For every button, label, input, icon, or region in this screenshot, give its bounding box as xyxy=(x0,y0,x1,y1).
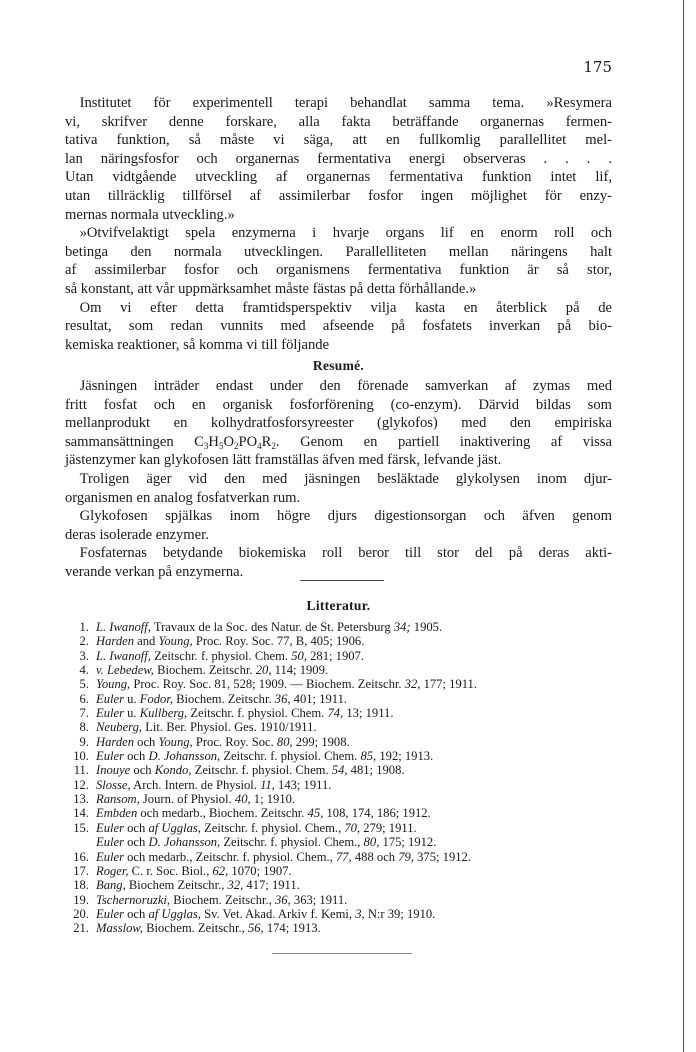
reference-item xyxy=(65,864,625,878)
reference-author-or-volume: Euler xyxy=(96,906,124,921)
resume-text xyxy=(65,377,612,582)
text-line: af assimilerbar fosfor och organismens fermentativa funktion är så stor, xyxy=(65,262,612,279)
reference-text xyxy=(96,864,292,878)
reference-item xyxy=(65,835,625,849)
literature-heading-wrap xyxy=(65,597,612,617)
reference-text xyxy=(96,907,435,921)
reference-text xyxy=(96,792,295,806)
reference-segment: och xyxy=(123,820,149,835)
reference-author-or-volume: L. Iwanoff xyxy=(96,648,148,663)
reference-text xyxy=(96,706,393,720)
text-line: resultat, som redan vunnits med afseende på fosfatets inverkan på bio- xyxy=(65,318,612,335)
reference-author-or-volume: 32, xyxy=(227,878,244,893)
reference-segment: 299; 1908. xyxy=(292,734,350,749)
reference-segment: 174; 1913. xyxy=(263,921,321,936)
reference-author-or-volume: Harden xyxy=(96,734,135,749)
text-line: verande verkan på enzymerna. xyxy=(65,563,244,580)
reference-author-or-volume: 36, xyxy=(274,691,291,706)
reference-segment: Biochem. Zeitschr. xyxy=(172,691,275,706)
reference-author-or-volume: af Ugglas, xyxy=(148,906,201,921)
reference-item xyxy=(65,692,625,706)
reference-author-or-volume: 80, xyxy=(276,734,293,749)
end-divider xyxy=(272,953,412,954)
page-edge-line xyxy=(683,0,684,1052)
reference-author-or-volume: Euler xyxy=(96,820,124,835)
reference-number: 3. xyxy=(79,648,89,663)
reference-segment: Biochem. Zeitschr., xyxy=(170,892,275,907)
reference-segment: Zeitschr. f. physiol. Chem. xyxy=(191,763,332,778)
reference-segment: 1905. xyxy=(410,620,443,634)
body-text-top xyxy=(65,94,612,354)
reference-author-or-volume: Young, xyxy=(158,734,193,749)
reference-text xyxy=(96,806,431,820)
reference-item xyxy=(65,663,625,677)
resume-heading: Resumé. xyxy=(312,358,365,373)
reference-author-or-volume: 32, xyxy=(404,677,421,692)
reference-author-or-volume: Roger, xyxy=(96,863,129,878)
reference-author-or-volume: 36, xyxy=(275,892,291,907)
reference-author-or-volume: Euler xyxy=(96,706,124,721)
reference-text xyxy=(96,893,347,907)
reference-segment: 279; 1911. xyxy=(360,820,417,835)
reference-author-or-volume: v. Lebedew, xyxy=(96,663,154,678)
reference-segment: Proc. Roy. Soc. 77, B, 405; 1906. xyxy=(192,634,365,649)
reference-number: 21. xyxy=(73,921,89,936)
text-line: så konstant, att vår uppmärksamhet måste fästas på detta förhållande.» xyxy=(65,280,477,297)
reference-author-or-volume: 74, xyxy=(327,706,344,721)
text-line: mernas normala utveckling.» xyxy=(65,206,235,223)
reference-text xyxy=(96,720,317,734)
reference-author-or-volume: D. Johansson, xyxy=(148,749,221,764)
text-line: lan näringsfosfor och organernas fermentativa energi observeras . . . . xyxy=(65,150,612,167)
reference-author-or-volume: Masslow, xyxy=(96,921,143,936)
reference-segment: 177; 1911. xyxy=(420,677,477,692)
reference-author-or-volume: L. Iwanoff xyxy=(96,620,148,634)
text-line: mellanprodukt en kolhydratfosforsyreester (glykofos) med den empiriska xyxy=(65,415,612,432)
reference-author-or-volume: af Ugglas, xyxy=(148,820,201,835)
reference-segment: och xyxy=(134,734,159,749)
text-line: tativa funktion, så måste vi säga, att en fullkomlig parallellitet mel- xyxy=(65,132,612,149)
reference-text xyxy=(96,735,350,749)
reference-text xyxy=(96,835,436,849)
reference-item xyxy=(65,649,625,663)
reference-segment: u. xyxy=(123,691,140,706)
reference-number: 19. xyxy=(73,892,89,907)
reference-segment: och xyxy=(123,749,149,764)
reference-number: 17. xyxy=(73,863,89,878)
text-line: deras isolerade enzymer. xyxy=(65,526,209,543)
reference-number: 12. xyxy=(73,777,89,792)
reference-number: 11. xyxy=(73,763,89,778)
reference-segment: och xyxy=(130,763,155,778)
reference-number: 8. xyxy=(79,720,89,735)
text-line: kemiska reaktioner, så komma vi till följande xyxy=(65,336,330,353)
reference-segment: 417; 1911. xyxy=(243,878,300,893)
reference-segment: Biochem. Zeitschr., xyxy=(143,921,248,936)
text-line: Troligen äger vid den med jäsningen besläktade glykolysen inom djur- xyxy=(65,470,612,487)
reference-list xyxy=(65,620,625,936)
reference-segment: Proc. Roy. Soc. xyxy=(192,734,277,749)
reference-author-or-volume: D. Johansson, xyxy=(148,835,221,850)
reference-segment: 1; 1910. xyxy=(250,792,296,807)
reference-segment: and xyxy=(134,634,159,649)
reference-text xyxy=(96,921,321,935)
reference-number: 20. xyxy=(73,906,89,921)
reference-item xyxy=(65,749,625,763)
reference-segment: , Travaux de la Soc. des Natur. de St. Petersburg xyxy=(147,620,394,634)
reference-author-or-volume: 20, xyxy=(255,663,272,678)
reference-item xyxy=(65,735,625,749)
reference-author-or-volume: Neuberg, xyxy=(96,720,143,735)
reference-author-or-volume: Euler xyxy=(96,835,124,850)
reference-number: 5. xyxy=(79,677,89,692)
reference-segment: 363; 1911. xyxy=(290,892,348,907)
reference-segment: 175; 1912. xyxy=(379,835,437,850)
reference-segment: 375; 1912. xyxy=(413,849,472,864)
reference-author-or-volume: Inouye xyxy=(96,763,131,778)
reference-author-or-volume: 11, xyxy=(260,777,275,792)
reference-author-or-volume: 54, xyxy=(331,763,348,778)
text-line: vi, skrifver denne forskare, alla fakta beträffande organernas fermen- xyxy=(65,113,612,130)
reference-item xyxy=(65,921,625,935)
reference-text xyxy=(96,763,405,777)
reference-segment: 108, 174, 186; 1912. xyxy=(323,806,431,821)
reference-author-or-volume: 85, xyxy=(360,749,377,764)
reference-item xyxy=(65,907,625,921)
text-line: sammansättningen $C_3H_5O_2PO_4R_2$. Genom en partiell inaktivering af vissa xyxy=(65,433,612,451)
reference-item xyxy=(65,821,625,835)
reference-author-or-volume: Slosse, xyxy=(96,777,131,792)
reference-segment: Arch. Intern. de Physiol. xyxy=(130,777,261,792)
reference-segment: Zeitschr. f. physiol. Chem. xyxy=(220,749,361,764)
reference-text xyxy=(96,749,433,763)
reference-number: 6. xyxy=(79,691,89,706)
literature-heading: Litteratur. xyxy=(306,598,371,613)
reference-number: 14. xyxy=(73,806,89,821)
reference-author-or-volume: Fodor, xyxy=(139,691,173,706)
reference-author-or-volume: Young, xyxy=(158,634,193,649)
reference-author-or-volume: Euler xyxy=(96,749,124,764)
reference-item xyxy=(65,620,625,634)
reference-segment: Journ. of Physiol. xyxy=(139,792,235,807)
reference-item xyxy=(65,850,625,864)
reference-item xyxy=(65,778,625,792)
reference-text xyxy=(96,663,328,677)
reference-author-or-volume: Euler xyxy=(96,849,124,864)
reference-segment: och medarb., Zeitschr. f. physiol. Chem., xyxy=(123,849,336,864)
reference-number: 7. xyxy=(79,706,89,721)
text-line: Institutet för experimentell terapi behandlat samma tema. »Resymera xyxy=(65,95,612,111)
text-line: betinga den normala utvecklingen. Parallelliteten mellan näringens halt xyxy=(65,243,612,260)
reference-segment: 192; 1913. xyxy=(376,749,434,764)
reference-segment: Zeitschr. f. physiol. Chem., xyxy=(220,835,364,850)
reference-text xyxy=(96,778,331,792)
reference-author-or-volume: Bang, xyxy=(96,878,126,893)
reference-author-or-volume: 62, xyxy=(212,863,229,878)
reference-item xyxy=(65,792,625,806)
text-line: fritt fosfat och en organisk fosforförening (co-enzym). Därvid bildas som xyxy=(65,396,612,413)
text-line: Jäsningen inträder endast under den förenade samverkan af zymas med xyxy=(65,378,612,394)
reference-text xyxy=(96,677,477,691)
reference-author-or-volume: Young, xyxy=(96,677,131,692)
reference-segment: u. xyxy=(123,706,140,721)
reference-item xyxy=(65,893,625,907)
reference-segment: och medarb., Biochem. Zeitschr. xyxy=(137,806,308,821)
reference-segment: 1070; 1907. xyxy=(228,863,292,878)
text-line: »Otvifvelaktigt spela enzymerna i hvarje organs lif en enorm roll och xyxy=(65,225,612,242)
reference-text xyxy=(96,692,347,706)
reference-segment: Biochem. Zeitschr. xyxy=(153,663,256,678)
reference-number: 9. xyxy=(79,734,89,749)
reference-author-or-volume: Tschernoruzki, xyxy=(96,892,171,907)
reference-author-or-volume: Harden xyxy=(96,634,135,649)
reference-segment: 114; 1909. xyxy=(271,663,329,678)
reference-author-or-volume: 45, xyxy=(307,806,324,821)
reference-author-or-volume: 50, xyxy=(291,648,307,663)
reference-number: 13. xyxy=(73,792,89,807)
reference-segment: 401; 1911. xyxy=(290,691,348,706)
reference-number xyxy=(65,835,96,849)
reference-number: 10. xyxy=(73,749,89,764)
reference-segment: Lit. Ber. Physiol. Ges. 1910/1911. xyxy=(142,720,317,735)
reference-number: 1. xyxy=(79,620,89,634)
text-line: jästenzymer kan glykofosen lätt framställas äfven med färsk, lefvande jäst. xyxy=(65,452,502,469)
reference-author-or-volume: Kullberg, xyxy=(139,706,188,721)
reference-segment: 488 och xyxy=(351,849,399,864)
reference-item xyxy=(65,720,625,734)
reference-number: 16. xyxy=(73,849,89,864)
reference-text xyxy=(96,821,417,835)
reference-segment: Zeitschr. f. physiol. Chem. xyxy=(187,706,328,721)
reference-segment: C. r. Soc. Biol., xyxy=(128,863,213,878)
reference-segment: Sv. Vet. Akad. Arkiv f. Kemi, xyxy=(200,906,356,921)
reference-segment: N:r 39; 1910. xyxy=(364,906,436,921)
reference-segment: , Zeitschr. f. physiol. Chem. xyxy=(147,648,292,663)
reference-segment: och xyxy=(123,835,149,850)
reference-item xyxy=(65,763,625,777)
reference-segment: Zeitschr. f. physiol. Chem., xyxy=(200,820,345,835)
reference-segment: 481; 1908. xyxy=(347,763,405,778)
resume-section xyxy=(65,357,612,582)
reference-author-or-volume: 80, xyxy=(363,835,380,850)
reference-text xyxy=(96,620,442,634)
reference-text xyxy=(96,878,300,892)
reference-segment: Biochem Zeitschr., xyxy=(125,878,228,893)
reference-text xyxy=(96,850,471,864)
reference-number: 18. xyxy=(73,878,89,893)
section-divider xyxy=(300,580,384,581)
reference-author-or-volume: 79, xyxy=(398,849,414,864)
reference-author-or-volume: Euler xyxy=(96,691,124,706)
text-line: Utan vidtgående utveckling af organernas fermentativa funktion intet lif, xyxy=(65,169,612,186)
text-line: organismen en analog fosfatverkan rum. xyxy=(65,489,301,506)
reference-number: 15. xyxy=(73,820,89,835)
reference-author-or-volume: Embden xyxy=(96,806,138,821)
reference-text xyxy=(96,649,364,663)
reference-author-or-volume: 56, xyxy=(247,921,264,936)
reference-segment: 13; 1911. xyxy=(343,706,394,721)
reference-author-or-volume: 70, xyxy=(344,820,361,835)
reference-item xyxy=(65,634,625,648)
reference-author-or-volume: 40, xyxy=(234,792,251,807)
text-line: utan tillräcklig tillförsel af assimilerbar fosfor ingen möjlighet för enzy- xyxy=(65,187,612,204)
reference-author-or-volume: 3, xyxy=(355,906,365,921)
reference-item xyxy=(65,878,625,892)
text-line: Glykofosen spjälkas inom högre djurs digestionsorgan och äfven genom xyxy=(65,508,612,525)
reference-number: 2. xyxy=(79,634,89,649)
reference-segment: 281; 1907. xyxy=(306,648,364,663)
reference-author-or-volume: 77, xyxy=(335,849,352,864)
page-number: 175 xyxy=(583,58,612,76)
reference-item xyxy=(65,677,625,691)
reference-author-or-volume: 34; xyxy=(393,620,411,634)
reference-item xyxy=(65,806,625,820)
reference-text xyxy=(96,634,364,648)
text-line: Om vi efter detta framtidsperspektiv vilja kasta en återblick på de xyxy=(65,299,612,316)
reference-author-or-volume: Ransom, xyxy=(96,792,140,807)
reference-segment: 143; 1911. xyxy=(274,777,332,792)
reference-number: 4. xyxy=(79,663,89,678)
reference-segment: Proc. Roy. Soc. 81, 528; 1909. — Biochem. Zeitschr. xyxy=(130,677,405,692)
reference-segment: och xyxy=(123,906,149,921)
reference-author-or-volume: Kondo, xyxy=(154,763,192,778)
reference-item xyxy=(65,706,625,720)
text-line: Fosfaternas betydande biokemiska roll beror till stor del på deras akti- xyxy=(65,545,612,562)
